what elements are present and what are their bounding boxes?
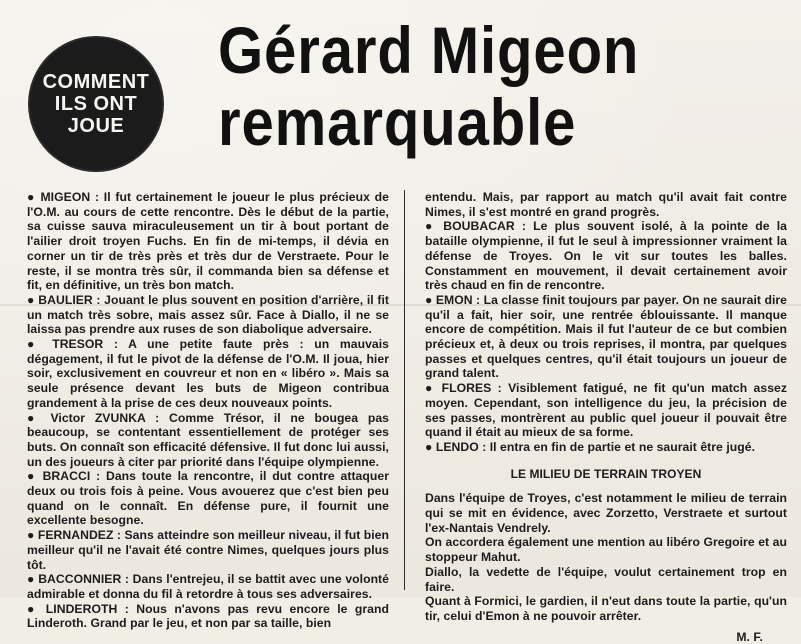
player-paragraph: ● FERNANDEZ : Sans atteindre son meilleur niveau, il fut bien meilleur qu'il ne l'avait été contre Nimes, quelques jours plus tôt. [27,528,389,572]
column-divider [404,190,405,590]
player-paragraph: ● BAULIER : Jouant le plus souvent en position d'arrière, il fit un match très sobre, mais assez sûr. Face à Diallo, il ne se laissa pas prendre aux ruses de son diabolique adversaire. [27,292,389,337]
badge-line-1: COMMENT [42,71,150,93]
player-paragraph: ● EMON : La classe finit toujours par payer. On ne saurait dire qu'il a fait, hier soir, une rentrée éblouissante. Il manque encore de compétition. Mais il fut l'auteur de ce but combien précieux et, à deux ou trois reprises, il montra, par quelques passes et quelques centres, qu'il était toujours un joueur de grand talent. [425,292,788,381]
player-paragraph: ● Victor ZVUNKA : Comme Trésor, il ne bougea pas beaucoup, se contentant essentiellement de protéger ses buts. On connaît son efficacité défensive. Il fut donc lui aussi, un des joueurs à citer par priorité dans l'équipe olympienne. [27,410,389,469]
body-paragraph: Dans l'équipe de Troyes, c'est notamment le milieu de terrain qui se mit en évidence, avec Zorzetto, Verstraete et surtout l'ex-Nantais Vendrely. [425,491,787,535]
headline [218,14,639,158]
player-paragraph: ● TRESOR : A une petite faute près : un mauvais dégagement, il fut le pivot de la défense de l'O.M. Il joua, hier soir, exclusivement en couvreur et non en « libéro ». Mais sa seule présence devant les buts de Migeon contribua grandement à la prise de ces deux nouveaux points. [27,337,389,410]
section-badge [30,38,162,170]
player-paragraph: ● BOUBACAR : Le plus souvent isolé, à la pointe de la bataille olympienne, il fut le seul à impressionner vraiment la défense de Troyes. On le vit sur toutes les balles. Constamment en mouvement, il devait certainement avoir très chaud en fin de rencontre. [425,219,787,293]
player-paragraph: ● LINDEROTH : Nous n'avons pas revu encore le grand Linderoth. Grand par le jeu, et non par sa taille, bien [27,601,389,631]
player-paragraph: ● LENDO : Il entra en fin de partie et ne saurait être jugé. [425,439,756,454]
author-signature: M. F. [736,629,763,644]
headline-line-2: remarquable [218,85,577,159]
player-paragraph: ● BACCONNIER : Dans l'entrejeu, il se battit avec une volonté admirable et donna du fil à retordre à tous ses adversaires. [27,572,389,601]
badge-line-3: JOUE [67,115,125,137]
player-paragraph: ● BRACCI : Dans toute la rencontre, il dut contre attaquer deux ou trois fois à peine. Vous avouerez que c'est bien peu quand on le connaît. En défense pure, il fournit une excellente besogne. [27,469,389,528]
section-subhead: LE MILIEU DE TERRAIN TROYEN [510,466,702,481]
player-paragraph: ● FLORES : Visiblement fatigué, ne fit qu'un match assez moyen. Cependant, son intelligence du jeu, la précision de ses passes, montrèrent au public quel joueur il pouvait être quand il était au mieux de sa forme. [425,381,787,440]
player-paragraph: ● MIGEON : Il fut certainement le joueur le plus précieux de l'O.M. au cours de cette rencontre. Dès le début de la partie, sa cuisse sauva miraculeusement un tir à bout portant de l'ailier droit troyen Fuchs. En fin de mi-temps, il dévia en corner un tir de très près et très dur de Verstraete. Pour le reste, il se montra très sûr, il commanda bien sa défense et fit, en définitive, un très bon match. [27,190,389,293]
player-paragraph: entendu. Mais, par rapport au match qu'il avait fait contre Nimes, il s'est montré en grand progrès. [425,190,787,219]
badge-line-2: ILS ONT [54,93,138,115]
left-column [27,190,389,631]
body-paragraph: Diallo, la vedette de l'équipe, voulut certainement trop en faire. [425,564,787,594]
headline-line-1: Gérard Migeon [218,13,640,87]
body-paragraph: Quant à Formici, le gardien, il n'eut dans toute la partie, qu'un tir, celui d'Emon à ne pouvoir arrêter. [425,594,787,623]
right-column [425,190,787,644]
body-paragraph: On accordera également une mention au libéro Gregoire et au stoppeur Mahut. [425,535,787,565]
